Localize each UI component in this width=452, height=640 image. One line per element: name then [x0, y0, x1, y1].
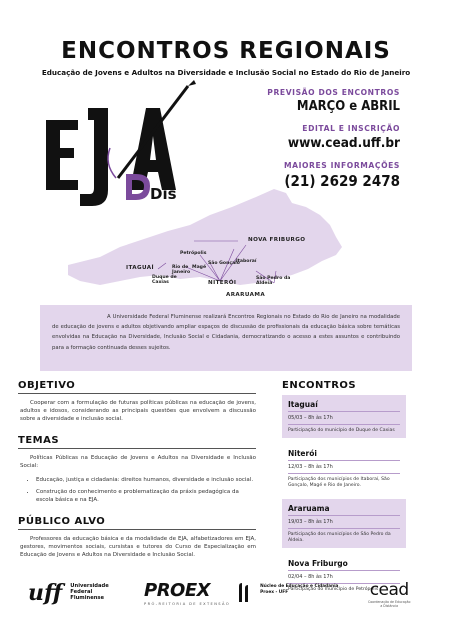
encontro-city: Niterói	[288, 449, 400, 461]
intro-box	[40, 305, 412, 371]
left-column	[18, 380, 256, 560]
encontro-date: 05/03 – 8h às 17h	[288, 415, 400, 425]
edital-link[interactable]: www.cead.uff.br	[287, 135, 400, 151]
cead-logo	[368, 580, 410, 608]
encontro-card	[282, 499, 406, 548]
page-subtitle: Educação de Jovens e Adultos na Diversidade e Inclusão Social no Estado do Rio de Janeiro	[41, 68, 411, 77]
state-map	[60, 185, 400, 298]
objetivo-text: Cooperar com a formulação de futuras políticas públicas na educação de jovens, adultos e idosos, considerando as principais questões que envolvem a discussão sobre a diversidade e inclusão social.	[20, 400, 256, 422]
page-title: ENCONTROS REGIONAIS	[61, 38, 391, 64]
city-niteroi: NITERÓI	[208, 280, 237, 286]
city-araruama: ARARUAMA	[226, 292, 266, 298]
phone-number: (21) 2629 2478	[284, 172, 400, 190]
encontro-date: 02/04 – 8h às 17h	[288, 574, 400, 584]
encontros-heading: ENCONTROS	[282, 380, 357, 391]
proex-mark: PROEX	[144, 580, 211, 601]
city-petropolis: Petrópolis	[180, 251, 207, 256]
city-rio: Rio de Janeiro	[172, 265, 191, 275]
pencil-tip	[188, 80, 196, 86]
encontro-participation: Participação do município de Duque de Caxias	[288, 428, 395, 433]
uff-logo	[28, 580, 109, 606]
list-item: • Construção do conhecimento e problematização da práxis pedagógica da escola básica e na EJA.	[36, 489, 256, 505]
proex-logo	[144, 580, 230, 606]
uff-text: Universidade Federal Fluminense	[70, 583, 109, 602]
temas-list	[36, 477, 256, 504]
logo-dis: Dis	[150, 185, 177, 203]
logo-letter-e	[46, 120, 78, 190]
city-mage: Magé	[192, 265, 207, 270]
uff-mark: uff	[28, 580, 63, 606]
previsao-value: MARÇO e ABRIL	[296, 99, 400, 114]
edital-label: EDITAL E INSCRIÇÃO	[302, 124, 400, 133]
city-sao-pedro: São Pedro da Aldeia	[256, 276, 291, 286]
intro-text: A Universidade Federal Fluminense realizará Encontros Regionais no Estado do Rio de Janeiro na modalidade de educação de jovens e adultos objetivando ampliar espaços de discussão de profissionais da educação básica sobre temáticas envolvidas na Educação na Diversidade, Inclusão Social e Cidadania, democratizando o acesso a estes assuntos e contribuindo para a formação continuada desses sujeitos.	[52, 314, 400, 351]
info-block	[230, 88, 400, 190]
pencil-curve	[108, 148, 116, 178]
encontro-participation: Participação do município de Petrópolis	[288, 587, 379, 592]
proex-sub: PRÓ-REITORIA DE EXTENSÃO	[144, 602, 231, 606]
map-shape	[60, 185, 400, 295]
cead-mark: cead	[369, 580, 409, 600]
encontro-card	[282, 444, 406, 493]
nucleo-text: Núcleo de Educação e Cidadania Proex - UFF	[260, 584, 339, 595]
city-sao-goncalo: São Gonçalo	[208, 261, 240, 266]
publico-heading: PÚBLICO ALVO	[18, 516, 256, 530]
nucleo-logo	[237, 582, 338, 604]
temas-heading: TEMAS	[18, 435, 256, 449]
encontro-participation: Participação dos municípios de Itaboraí, São Gonçalo, Magé e Rio de Janeiro.	[288, 477, 390, 488]
encontros-column	[282, 380, 406, 603]
nucleo-icon	[237, 582, 251, 604]
list-item: • Educação, justiça e cidadania: direitos humanos, diversidade e inclusão social.	[36, 477, 256, 485]
encontro-city: Itaguaí	[288, 400, 400, 412]
cead-sub: Coordenação de Educação a Distância	[368, 600, 411, 608]
city-itaborai: Itaboraí	[236, 259, 257, 264]
city-itaguai: ITAGUAÍ	[126, 265, 154, 271]
footer-logos	[0, 578, 452, 618]
encontro-date: 19/03 – 8h às 17h	[288, 519, 400, 529]
temas-text: Políticas Públicas na Educação de Jovens e Adultos na Diversidade e Inclusão Social:	[20, 455, 256, 470]
city-duque: Duque de Caxias	[152, 275, 177, 285]
previsao-label: PREVISÃO DOS ENCONTROS	[267, 88, 400, 97]
publico-text: Professores da educação básica e da modalidade de EJA, alfabetizadores em EJA, gestores, movimentos sociais, cursistas e tutores do Curso de Especialização em Educação de Jovens e Adultos na Diversidade e Inclusão Social.	[20, 536, 256, 558]
encontro-city: Araruama	[288, 504, 400, 516]
encontro-date: 12/03 – 8h às 17h	[288, 464, 400, 474]
encontro-city: Nova Friburgo	[288, 559, 400, 571]
info-label: MAIORES INFORMAÇÕES	[283, 161, 400, 170]
objetivo-heading: OBJETIVO	[18, 380, 256, 394]
city-nova-friburgo: NOVA FRIBURGO	[248, 237, 306, 243]
encontro-participation: Participação dos municípios de São Pedro da Aldeia.	[288, 532, 391, 543]
encontro-card	[282, 395, 406, 438]
